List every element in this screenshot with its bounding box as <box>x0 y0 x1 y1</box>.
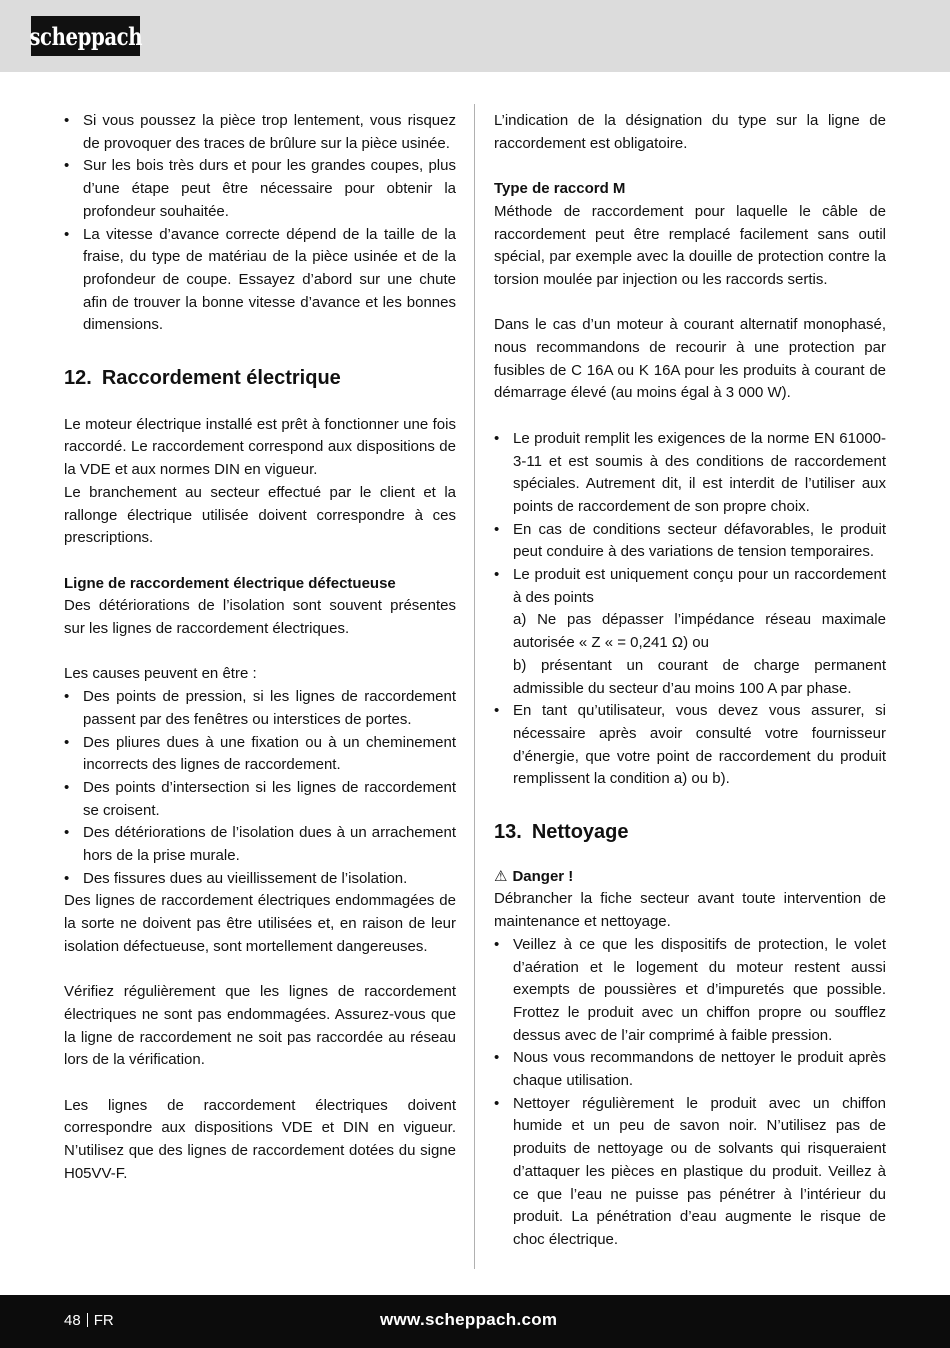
list-item-text: Le produit est uniquement conçu pour un raccordement à des points <box>513 566 886 606</box>
subheading: Type de raccord M <box>494 180 626 198</box>
list-item: • La vitesse d’avance correcte dépend de la taille de la fraise, du type de matériau de la pièce usinée et de la profondeur de coupe. Essayez d’abord sur une chute afin de trouver la bonne vitesse d’avance et les bonnes dimensions. <box>64 224 456 338</box>
list-item-text: b) présentant un courant de charge permanent admissible du secteur d’au moins 100 A par phase. <box>513 656 886 697</box>
list-item: • En tant qu’utilisateur, vous devez vous assurer, si nécessaire après avoir consulté votre fournisseur d’énergie, que votre point de raccordement du produit remplissent la condition a) ou b). <box>494 700 886 791</box>
list-item: • Nettoyer régulièrement le produit avec un chiffon humide et un peu de savon noir. N’utilisez pas de produits de nettoyage ou de solvants qui risqueraient d’attaquer les pièces en plastique du produit. Veillez à ce que l’eau ne puisse pas pénétrer à l’intérieur du produit. La pénétration d’eau augmente le risque de choc électrique. <box>494 1093 886 1252</box>
section-13-heading: 13. Nettoyage <box>494 820 629 843</box>
paragraph: Des détériorations de l’isolation sont souvent présentes sur les lignes de raccordement électriques. <box>64 597 456 638</box>
separator <box>87 1313 88 1327</box>
list-item: • Des pliures dues à une fixation ou à un cheminement incorrects des lignes de raccordement. <box>64 732 456 777</box>
list-item: • Nous vous recommandons de nettoyer le produit après chaque utilisation. <box>494 1047 886 1092</box>
footer-bar <box>0 1295 950 1348</box>
paragraph: Dans le cas d’un moteur à courant alternatif monophasé, nous recommandons de recourir à une protection par fusibles de C 16A ou K 16A pour les produits à courant de démarrage élevé (au moins égal à 3 000 W). <box>494 316 886 402</box>
subheading: Ligne de raccordement électrique défectueuse <box>64 574 396 592</box>
paragraph: Des lignes de raccordement électriques endommagées de la sorte ne doivent pas être utilisées et, en raison de leur isolation défectueuse, sont mortellement dangereuses. <box>64 892 456 955</box>
warning-icon: ⚠ <box>494 867 508 885</box>
cleaning-list <box>494 934 886 1252</box>
left-column <box>64 110 456 1186</box>
speed-tips-list <box>64 110 456 337</box>
paragraph: L’indication de la désignation du type sur la ligne de raccordement est obligatoire. <box>494 112 886 152</box>
causes-list <box>64 686 456 890</box>
column-divider <box>474 104 475 1269</box>
danger-label: ⚠ Danger ! <box>494 866 886 889</box>
list-item: • Sur les bois très durs et pour les grandes coupes, plus d’une étape peut être nécessaire pour obtenir la profondeur souhaitée. <box>64 155 456 223</box>
paragraph: Vérifiez régulièrement que les lignes de raccordement électriques ne sont pas endommagées. Assurez-vous que la ligne de raccordement ne soit pas raccordée au réseau lors de la vérification. <box>64 983 456 1069</box>
paragraph: Méthode de raccordement pour laquelle le câble de raccordement peut être remplacé facilement sans outil spécial, par exemple avec la douille de protection contre la torsion moulée par injection ou les raccords sertis. <box>494 202 886 288</box>
list-item: • Veillez à ce que les dispositifs de protection, le volet d’aération et le logement du moteur restent aussi exempts de poussières et d’impuretés que possible. Frottez le produit avec un chiffon propre ou soufflez dessus avec de l’air comprimé à faible pression. <box>494 934 886 1048</box>
page-indicator <box>64 1311 114 1331</box>
right-column <box>494 110 886 1252</box>
list-item: • Des points de pression, si les lignes de raccordement passent par des fenêtres ou interstices de portes. <box>64 686 456 731</box>
header-bar <box>0 0 950 72</box>
paragraph: Le branchement au secteur effectué par le client et la rallonge électrique utilisée doivent correspondre à ces prescriptions. <box>64 483 456 547</box>
list-item: • Des points d’intersection si les lignes de raccordement se croisent. <box>64 777 456 822</box>
list-item: • Le produit remplit les exigences de la norme EN 61000-3-11 et est soumis à des conditions de raccordement spéciales. Autrement dit, il est interdit de l’utiliser aux points de raccordement de son propre choix. <box>494 428 886 519</box>
list-item: • Si vous poussez la pièce trop lentement, vous risquez de provoquer des traces de brûlure sur la pièce usinée. <box>64 110 456 155</box>
list-item-text: a) Ne pas dépasser l’impédance réseau maximale autorisée « Z « = 0,241 Ω) ou <box>513 611 886 652</box>
website-link[interactable]: www.scheppach.com <box>380 1310 558 1329</box>
list-item: • Des fissures dues au vieillissement de l’isolation. <box>64 868 456 891</box>
section-12-heading: 12. Raccordement électrique <box>64 366 341 389</box>
page-number: 48 <box>64 1312 81 1329</box>
list-item <box>494 564 886 700</box>
language-code: FR <box>93 1312 114 1329</box>
list-item: • En cas de conditions secteur défavorables, le produit peut conduire à des variations de tension temporaires. <box>494 519 886 564</box>
brand-logo: scheppach <box>31 16 140 56</box>
paragraph: Les lignes de raccordement électriques doivent correspondre aux dispositions VDE et DIN en vigueur. N’utilisez que des lignes de raccordement dotées du signe H05VV-F. <box>64 1096 456 1182</box>
paragraph: Débrancher la fiche secteur avant toute intervention de maintenance et nettoyage. <box>494 890 886 931</box>
list-item: • Des détériorations de l’isolation dues à un arrachement hors de la prise murale. <box>64 822 456 867</box>
paragraph: Le moteur électrique installé est prêt à fonctionner une fois raccordé. Le raccordement correspond aux dispositions de la VDE et aux normes DIN en vigueur. <box>64 415 456 479</box>
requirements-list <box>494 428 886 791</box>
paragraph: Les causes peuvent en être : <box>64 665 257 683</box>
